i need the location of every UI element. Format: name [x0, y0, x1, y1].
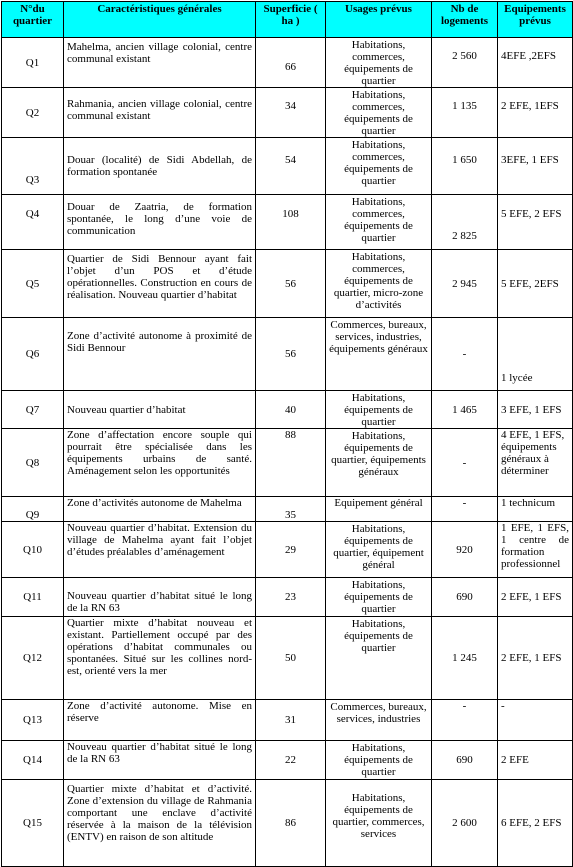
table-row: [2, 700, 573, 741]
table-row: [2, 88, 573, 138]
table-row: [2, 497, 573, 522]
housing-count-cell: 2 600: [432, 780, 498, 867]
housing-count-cell: 1 245: [432, 617, 498, 700]
housing-count-cell: 1 135: [432, 88, 498, 138]
quartier-id: Q1: [2, 38, 64, 88]
usage-cell: Habitations, commerces, équipements de quartier, micro-zone d’activités: [326, 250, 432, 318]
housing-count-cell: 2 945: [432, 250, 498, 318]
housing-count-cell: 690: [432, 578, 498, 617]
characteristics-cell: Quartier mixte d’habitat nouveau et existant. Partiellement occupé par des opérations d’habitat communales ou spontanées. Situé sur les collines nord-est, orienté vers la mer: [64, 617, 256, 700]
housing-count-cell: 2 825: [432, 195, 498, 250]
characteristics-cell: Quartier de Sidi Bennour ayant fait l’objet d’un POS et d’étude opérationnelles. Construction en cours de réalisation. Nouveau quartier d’habitat: [64, 250, 256, 318]
table-row: [2, 195, 573, 250]
equipment-cell: 6 EFE, 2 EFS: [498, 780, 573, 867]
header-superficie: Superficie ( ha ): [256, 2, 326, 38]
table-row: [2, 138, 573, 195]
quartier-id: Q10: [2, 522, 64, 578]
table-row: [2, 617, 573, 700]
area-cell: 34: [256, 88, 326, 138]
equipment-cell: 2 EFE: [498, 741, 573, 780]
usage-cell: Habitations, équipements de quartier, commerces, services: [326, 780, 432, 867]
housing-count-cell: 920: [432, 522, 498, 578]
equipment-cell: -: [498, 700, 573, 741]
characteristics-cell: Douar (localité) de Sidi Abdellah, de formation spontanée: [64, 138, 256, 195]
quartier-id: Q8: [2, 429, 64, 497]
quartier-id: Q13: [2, 700, 64, 741]
characteristics-cell: Nouveau quartier d’habitat situé le long de la RN 63: [64, 741, 256, 780]
area-cell: 40: [256, 391, 326, 429]
area-cell: 23: [256, 578, 326, 617]
equipment-cell: 2 EFE, 1 EFS: [498, 617, 573, 700]
area-cell: 22: [256, 741, 326, 780]
usage-cell: Habitations, équipements de quartier: [326, 617, 432, 700]
housing-count-cell: -: [432, 318, 498, 391]
quartiers-table: [1, 1, 573, 867]
area-cell: 86: [256, 780, 326, 867]
characteristics-cell: Douar de Zaatria, de formation spontanée, le long d’une voie de communication: [64, 195, 256, 250]
quartier-id: Q12: [2, 617, 64, 700]
area-cell: 31: [256, 700, 326, 741]
quartier-id: Q9: [2, 497, 64, 522]
equipment-cell: 2 EFE, 1 EFS: [498, 578, 573, 617]
table-row: [2, 741, 573, 780]
table-row: [2, 578, 573, 617]
housing-count-cell: -: [432, 429, 498, 497]
table-row: [2, 429, 573, 497]
usage-cell: Habitations, commerces, équipements de quartier: [326, 138, 432, 195]
table-row: [2, 318, 573, 391]
usage-cell: Habitations, équipements de quartier: [326, 578, 432, 617]
usage-cell: Habitations, commerces, équipements de quartier: [326, 38, 432, 88]
usage-cell: Habitations, commerces, équipements de quartier: [326, 88, 432, 138]
housing-count-cell: -: [432, 497, 498, 522]
table-row: [2, 250, 573, 318]
equipment-cell: 5 EFE, 2EFS: [498, 250, 573, 318]
housing-count-cell: 1 465: [432, 391, 498, 429]
table-row: [2, 391, 573, 429]
table-row: [2, 780, 573, 867]
housing-count-cell: -: [432, 700, 498, 741]
area-cell: 50: [256, 617, 326, 700]
usage-cell: Equipement général: [326, 497, 432, 522]
equipment-cell: 2 EFE, 1EFS: [498, 88, 573, 138]
area-cell: 56: [256, 250, 326, 318]
usage-cell: Commerces, bureaux, services, industries: [326, 700, 432, 741]
equipment-cell: 3EFE, 1 EFS: [498, 138, 573, 195]
characteristics-cell: Zone d’activité autonome à proximité de Sidi Bennour: [64, 318, 256, 391]
characteristics-cell: Zone d’activités autonome de Mahelma: [64, 497, 256, 522]
equipment-cell: 1 technicum: [498, 497, 573, 522]
usage-cell: Habitations, équipements de quartier, équipements généraux: [326, 429, 432, 497]
quartier-id: Q15: [2, 780, 64, 867]
usage-cell: Habitations, équipements de quartier, équipement général: [326, 522, 432, 578]
equipment-cell: 1 EFE, 1 EFS, 1 centre de formation professionnel: [498, 522, 573, 578]
area-cell: 35: [256, 497, 326, 522]
area-cell: 29: [256, 522, 326, 578]
characteristics-cell: Zone d’activité autonome. Mise en réserve: [64, 700, 256, 741]
header-quartier: N°du quartier: [2, 2, 64, 38]
housing-count-cell: 1 650: [432, 138, 498, 195]
header-logements: Nb de logements: [432, 2, 498, 38]
header-caracteristiques: Caractéristiques générales: [64, 2, 256, 38]
characteristics-cell: Rahmania, ancien village colonial, centre communal existant: [64, 88, 256, 138]
equipment-cell: 4 EFE, 1 EFS, équipements généraux à déterminer: [498, 429, 573, 497]
header-row: [2, 2, 573, 38]
housing-count-cell: 2 560: [432, 38, 498, 88]
quartier-id: Q5: [2, 250, 64, 318]
quartier-id: Q14: [2, 741, 64, 780]
table-row: [2, 38, 573, 88]
header-usages: Usages prévus: [326, 2, 432, 38]
characteristics-cell: Mahelma, ancien village colonial, centre communal existant: [64, 38, 256, 88]
area-cell: 108: [256, 195, 326, 250]
area-cell: 88: [256, 429, 326, 497]
housing-count-cell: 690: [432, 741, 498, 780]
characteristics-cell: Nouveau quartier d’habitat situé le long de la RN 63: [64, 578, 256, 617]
usage-cell: Habitations, commerces, équipements de quartier: [326, 195, 432, 250]
quartier-id: Q7: [2, 391, 64, 429]
usage-cell: Commerces, bureaux, services, industries, équipements généraux: [326, 318, 432, 391]
equipment-cell: 4EFE ,2EFS: [498, 38, 573, 88]
area-cell: 66: [256, 38, 326, 88]
quartier-id: Q4: [2, 195, 64, 250]
quartier-id: Q3: [2, 138, 64, 195]
quartier-id: Q11: [2, 578, 64, 617]
characteristics-cell: Quartier mixte d’habitat et d’activité. Zone d’extension du village de Rahmania comportant une enclave d’activité réservée à la maison de la télévision (ENTV) en raison de son altitude: [64, 780, 256, 867]
characteristics-cell: Nouveau quartier d’habitat. Extension du village de Mahelma ayant fait l’objet d’études préalables d’aménagement: [64, 522, 256, 578]
table-row: [2, 522, 573, 578]
characteristics-cell: Zone d’affectation encore souple qui pourrait être spécialisée dans les équipements urbains de santé. Aménagement selon les opportunités: [64, 429, 256, 497]
equipment-cell: 3 EFE, 1 EFS: [498, 391, 573, 429]
equipment-cell: 5 EFE, 2 EFS: [498, 195, 573, 250]
usage-cell: Habitations, équipements de quartier: [326, 741, 432, 780]
header-equipements: Equipements prévus: [498, 2, 573, 38]
quartier-id: Q6: [2, 318, 64, 391]
area-cell: 56: [256, 318, 326, 391]
usage-cell: Habitations, équipements de quartier: [326, 391, 432, 429]
characteristics-cell: Nouveau quartier d’habitat: [64, 391, 256, 429]
equipment-cell: 1 lycée: [498, 318, 573, 391]
quartier-id: Q2: [2, 88, 64, 138]
area-cell: 54: [256, 138, 326, 195]
